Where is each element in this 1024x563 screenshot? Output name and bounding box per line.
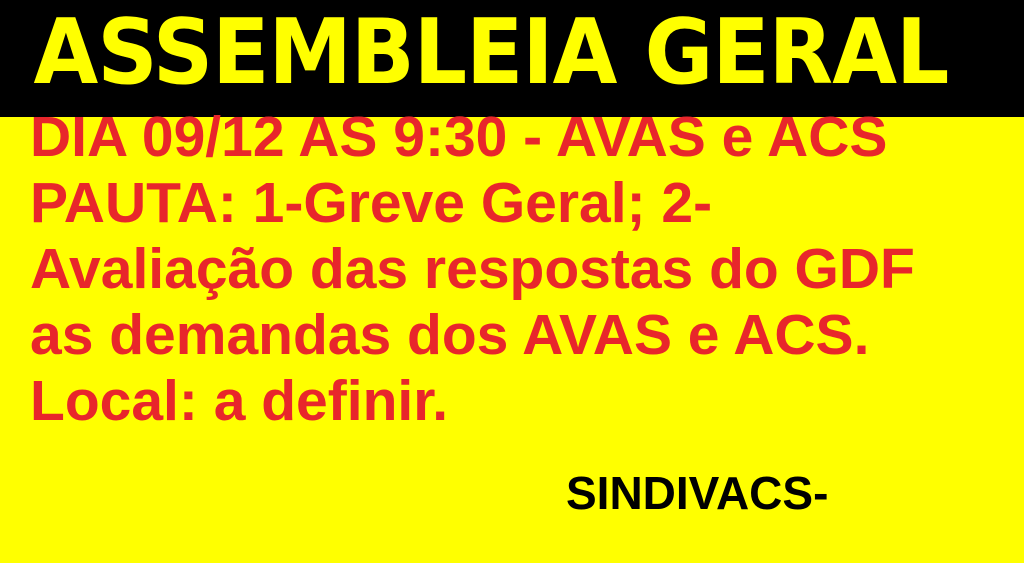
signature: SINDIVACS- xyxy=(566,467,829,519)
notice-line-demands: as demandas dos AVAS e ACS. xyxy=(30,303,870,367)
notice-line-evaluation: Avaliação das respostas do GDF xyxy=(30,237,915,301)
notice-text xyxy=(30,104,1020,434)
notice-line-date: DIA 09/12 AS 9:30 - AVAS e ACS xyxy=(30,105,888,169)
header-band xyxy=(0,0,1024,117)
notice-line-location: Local: a definir. xyxy=(30,369,449,433)
notice-line-agenda: PAUTA: 1-Greve Geral; 2- xyxy=(30,171,713,235)
page-title: ASSEMBLEIA GERAL xyxy=(33,0,949,105)
